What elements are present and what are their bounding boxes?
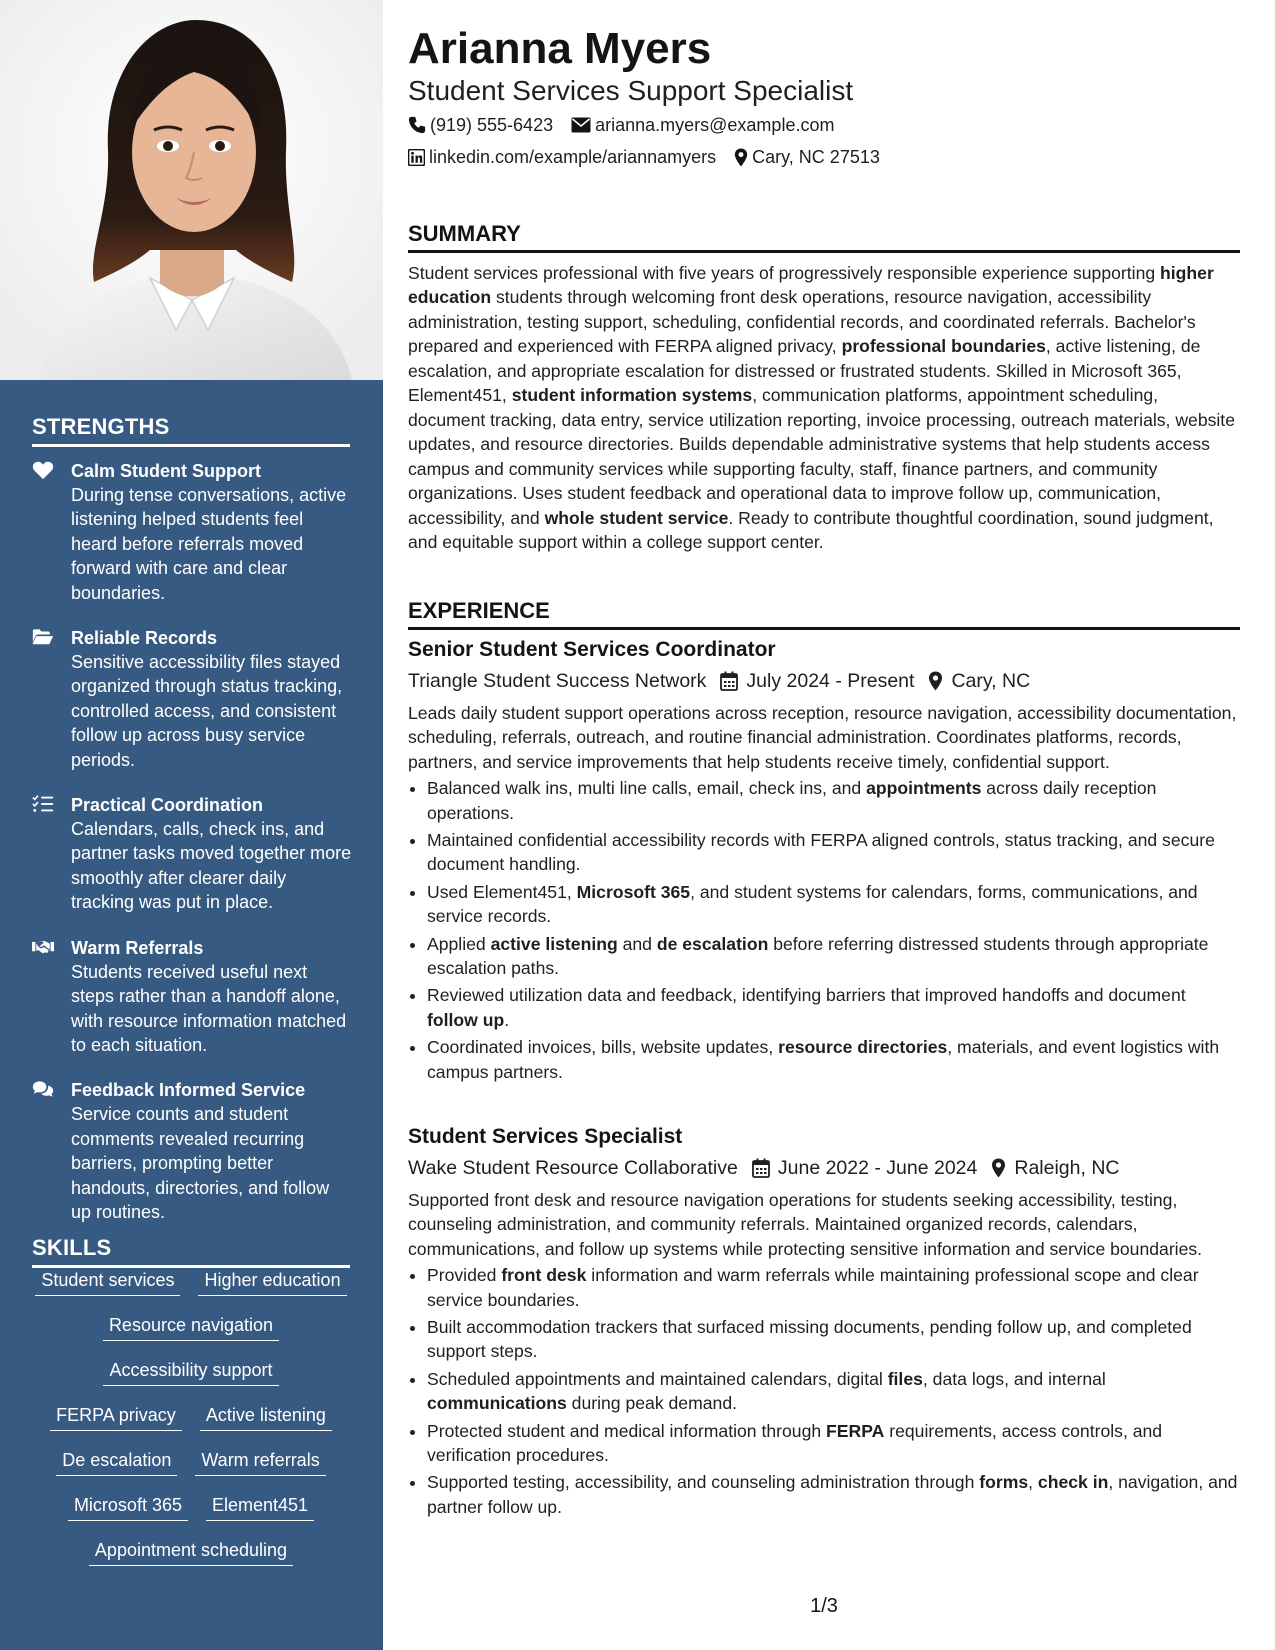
handshake-icon bbox=[32, 937, 54, 957]
bullet-keyword: files bbox=[887, 1368, 923, 1389]
strength-description: Students received useful next steps rather than a handoff alone, with resource information matched to each situation. bbox=[71, 961, 347, 1055]
bullet-text: Protected student and medical information through bbox=[427, 1420, 827, 1441]
bullet-keyword: de escalation bbox=[656, 933, 769, 954]
job-description: Supported front desk and resource navigation operations for students seeking accessibility, testing, counseling administration, and community referrals. Maintained organized records, calendars, communications, and follow up systems while protecting sensitive information and service boundaries. bbox=[408, 1190, 1203, 1259]
skills-row bbox=[32, 1538, 350, 1583]
location-text: Cary, NC 27513 bbox=[752, 147, 880, 167]
strength-title: Warm Referrals bbox=[71, 937, 204, 958]
experience-entry bbox=[408, 1123, 1240, 1522]
contact-line-2 bbox=[408, 145, 898, 169]
linkedin-text: linkedin.com/example/ariannamyers bbox=[429, 147, 717, 167]
bullet-item bbox=[427, 880, 1240, 929]
strength-item bbox=[32, 793, 354, 915]
strength-item bbox=[32, 936, 354, 1058]
contact-line-1 bbox=[408, 113, 852, 137]
contact-email[interactable] bbox=[571, 113, 834, 137]
bullet-item bbox=[427, 983, 1240, 1032]
bullet-text: Supported testing, accessibility, and counseling administration through bbox=[427, 1472, 980, 1493]
map-marker-icon bbox=[928, 671, 943, 691]
bullet-item bbox=[427, 1470, 1240, 1519]
bullet-text: , bbox=[1028, 1472, 1038, 1493]
strength-item bbox=[32, 1078, 354, 1224]
summary-heading: SUMMARY bbox=[408, 221, 1240, 253]
bullet-item bbox=[427, 1419, 1240, 1468]
skills-list bbox=[32, 1268, 350, 1583]
skills-row bbox=[32, 1358, 350, 1403]
bullet-text: Maintained confidential accessibility records with FERPA aligned controls, status tracking, and secure document handling. bbox=[427, 830, 1215, 875]
job-dates-text: July 2024 - Present bbox=[746, 670, 915, 692]
bullet-text: during peak demand. bbox=[566, 1393, 737, 1414]
bullet-item bbox=[427, 1367, 1240, 1416]
job-title: Senior Student Services Coordinator bbox=[408, 638, 776, 661]
bullet-text: Scheduled appointments and maintained calendars, digital bbox=[427, 1368, 888, 1389]
skills-row bbox=[32, 1268, 350, 1313]
profile-photo bbox=[0, 0, 383, 380]
bullet-keyword: follow up bbox=[427, 1009, 505, 1030]
experience-heading: EXPERIENCE bbox=[408, 598, 1240, 630]
bullet-text: requirements, access controls, and verification procedures. bbox=[427, 1420, 1163, 1466]
bullet-item bbox=[427, 1035, 1240, 1084]
strength-description: During tense conversations, active listening helped students feel heard before referrals moved forward with care and clear boundaries. bbox=[71, 485, 347, 603]
comments-icon bbox=[32, 1079, 54, 1099]
job-organization: Wake Student Resource Collaborative bbox=[408, 1157, 738, 1179]
job-title: Student Services Specialist bbox=[408, 1125, 683, 1148]
bullet-text: Built accommodation trackers that surfaced missing documents, pending follow up, and completed support steps. bbox=[427, 1317, 1192, 1362]
bullet-text: Used Element451, bbox=[427, 881, 577, 902]
map-marker-icon bbox=[734, 148, 748, 167]
skills-row bbox=[32, 1403, 350, 1448]
contact-phone[interactable] bbox=[408, 113, 553, 137]
contact-location bbox=[734, 145, 880, 169]
strength-title: Reliable Records bbox=[71, 628, 218, 649]
bullet-keyword: forms bbox=[979, 1472, 1029, 1493]
summary-text bbox=[408, 261, 1240, 554]
bullet-item bbox=[427, 1263, 1240, 1312]
job-meta bbox=[408, 667, 1240, 695]
skill-tag: Appointment scheduling bbox=[89, 1538, 293, 1566]
bullet-text: information and warm referrals while maintaining professional scope and clear service boundaries. bbox=[427, 1265, 1199, 1310]
phone-icon bbox=[408, 116, 426, 134]
skill-tag: Higher education bbox=[198, 1268, 346, 1296]
candidate-name: Arianna Myers bbox=[408, 24, 712, 73]
skill-tag: Warm referrals bbox=[195, 1448, 325, 1476]
summary-keyword: professional boundaries bbox=[841, 336, 1046, 357]
bullet-keyword: Microsoft 365 bbox=[576, 881, 691, 902]
phone-text: (919) 555-6423 bbox=[430, 115, 554, 135]
job-bullets bbox=[408, 1263, 1240, 1519]
email-text: arianna.myers@example.com bbox=[595, 115, 835, 135]
job-location bbox=[928, 667, 1030, 695]
heart-icon bbox=[32, 460, 54, 480]
skill-tag: Resource navigation bbox=[103, 1313, 279, 1341]
bullet-text: across daily reception operations. bbox=[427, 778, 1157, 823]
strength-item bbox=[32, 626, 354, 772]
job-dates bbox=[720, 667, 914, 695]
summary-fragment: . Ready to contribute thoughtful coordination, sound judgment, and equitable support within a college support center. bbox=[408, 507, 1214, 552]
skill-tag: FERPA privacy bbox=[50, 1403, 182, 1431]
calendar-icon bbox=[720, 671, 738, 691]
bullet-keyword: active listening bbox=[490, 933, 618, 954]
strengths-heading: STRENGTHS bbox=[32, 414, 350, 447]
portrait-illustration bbox=[0, 0, 383, 380]
summary-keyword: higher education bbox=[408, 263, 1214, 308]
bullet-text: Coordinated invoices, bills, website updates, bbox=[427, 1037, 779, 1058]
bullet-keyword: front desk bbox=[501, 1265, 587, 1286]
bullet-text: , and student systems for calendars, forms, communications, and service records. bbox=[427, 881, 1198, 927]
experience-entry bbox=[408, 636, 1240, 1087]
job-description: Leads daily student support operations across reception, resource navigation, accessibility documentation, scheduling, referrals, outreach, and routine financial administration. Coordinates platforms, records, partners, and service improvements that help students receive timely, confidential support. bbox=[408, 703, 1237, 772]
strength-description: Service counts and student comments revealed recurring barriers, prompting better handouts, directories, and follow up routines. bbox=[71, 1104, 330, 1222]
bullet-text: before referring distressed students through appropriate escalation paths. bbox=[427, 933, 1209, 979]
summary-fragment: , active listening, de escalation, and appropriate escalation for distressed or frustrated students. Skilled in Microsoft 365, Element451, bbox=[408, 336, 1201, 406]
bullet-item bbox=[427, 932, 1240, 981]
strength-title: Calm Student Support bbox=[71, 461, 261, 481]
bullet-text: , navigation, and partner follow up. bbox=[427, 1472, 1238, 1517]
list-check-icon bbox=[32, 794, 54, 814]
linkedin-icon bbox=[408, 149, 425, 166]
strengths-list bbox=[32, 459, 354, 1245]
bullet-keyword: FERPA bbox=[826, 1420, 885, 1441]
job-organization: Triangle Student Success Network bbox=[408, 670, 707, 692]
strength-title: Practical Coordination bbox=[71, 795, 264, 816]
summary-keyword: student information systems bbox=[511, 385, 753, 406]
summary-fragment: students through welcoming front desk operations, resource navigation, accessibility administration, testing support, scheduling, confidential records, and coordinated referrals. Bachelor's prepared and experienced with FERPA aligned privacy, bbox=[408, 287, 1196, 357]
job-location bbox=[991, 1154, 1119, 1182]
skills-row bbox=[32, 1448, 350, 1493]
summary-keyword: whole student service bbox=[544, 507, 729, 528]
job-meta bbox=[408, 1154, 1240, 1182]
job-dates bbox=[752, 1154, 978, 1182]
skills-row bbox=[32, 1493, 350, 1538]
bullet-text: Applied bbox=[427, 933, 491, 954]
bullet-text: Reviewed utilization data and feedback, identifying barriers that improved handoffs and document bbox=[427, 985, 1186, 1006]
skills-heading: SKILLS bbox=[32, 1235, 350, 1268]
bullet-text: , materials, and event logistics with campus partners. bbox=[427, 1037, 1220, 1082]
strength-description: Sensitive accessibility files stayed organized through status tracking, controlled access, and consistent follow up across busy service periods. bbox=[71, 652, 343, 770]
summary-fragment: , communication platforms, appointment scheduling, document tracking, data entry, service utilization reporting, invoice processing, outreach materials, website updates, and resource directories. Builds dependable administrative systems that help students access campus and community services while supporting faculty, staff, finance partners, and community organizations. Uses student feedback and operational data to improve follow up, communication, accessibility, and bbox=[408, 385, 1235, 528]
strength-title: Feedback Informed Service bbox=[71, 1080, 306, 1101]
strength-description: Calendars, calls, check ins, and partner tasks moved together more smoothly after clearer daily tracking was put in place. bbox=[71, 819, 352, 913]
job-bullets bbox=[408, 776, 1240, 1084]
skill-tag: Student services bbox=[35, 1268, 180, 1296]
skill-tag: Element451 bbox=[206, 1493, 314, 1521]
job-location-text: Raleigh, NC bbox=[1014, 1157, 1120, 1179]
skill-tag: Accessibility support bbox=[103, 1358, 278, 1386]
skill-tag: De escalation bbox=[56, 1448, 177, 1476]
calendar-icon bbox=[752, 1158, 770, 1178]
bullet-item bbox=[427, 1315, 1240, 1364]
bullet-item bbox=[427, 828, 1240, 877]
folder-open-icon bbox=[32, 627, 54, 647]
bullet-keyword: communications bbox=[427, 1393, 567, 1414]
bullet-keyword: appointments bbox=[866, 778, 982, 799]
bullet-text: , data logs, and internal bbox=[922, 1368, 1106, 1389]
job-location-text: Cary, NC bbox=[951, 670, 1031, 692]
skill-tag: Active listening bbox=[200, 1403, 332, 1431]
job-dates-text: June 2022 - June 2024 bbox=[777, 1157, 978, 1179]
sidebar bbox=[0, 0, 383, 1650]
strength-item bbox=[32, 459, 354, 605]
skill-tag: Microsoft 365 bbox=[68, 1493, 188, 1521]
bullet-text: . bbox=[504, 1009, 510, 1030]
candidate-headline: Student Services Support Specialist bbox=[408, 75, 854, 106]
skills-row bbox=[32, 1313, 350, 1358]
summary-fragment: Student services professional with five years of progressively responsible experience supporting bbox=[408, 263, 1161, 283]
bullet-item bbox=[427, 776, 1240, 825]
bullet-text: and bbox=[617, 933, 657, 954]
bullet-text: Balanced walk ins, multi line calls, email, check ins, and bbox=[427, 778, 867, 799]
map-marker-icon bbox=[991, 1158, 1006, 1178]
contact-linkedin[interactable] bbox=[408, 145, 716, 169]
bullet-text: Provided bbox=[427, 1265, 502, 1286]
envelope-icon bbox=[571, 117, 591, 133]
bullet-keyword: check in bbox=[1037, 1472, 1109, 1493]
bullet-keyword: resource directories bbox=[778, 1037, 948, 1058]
page-number: 1/3 bbox=[810, 1595, 838, 1617]
